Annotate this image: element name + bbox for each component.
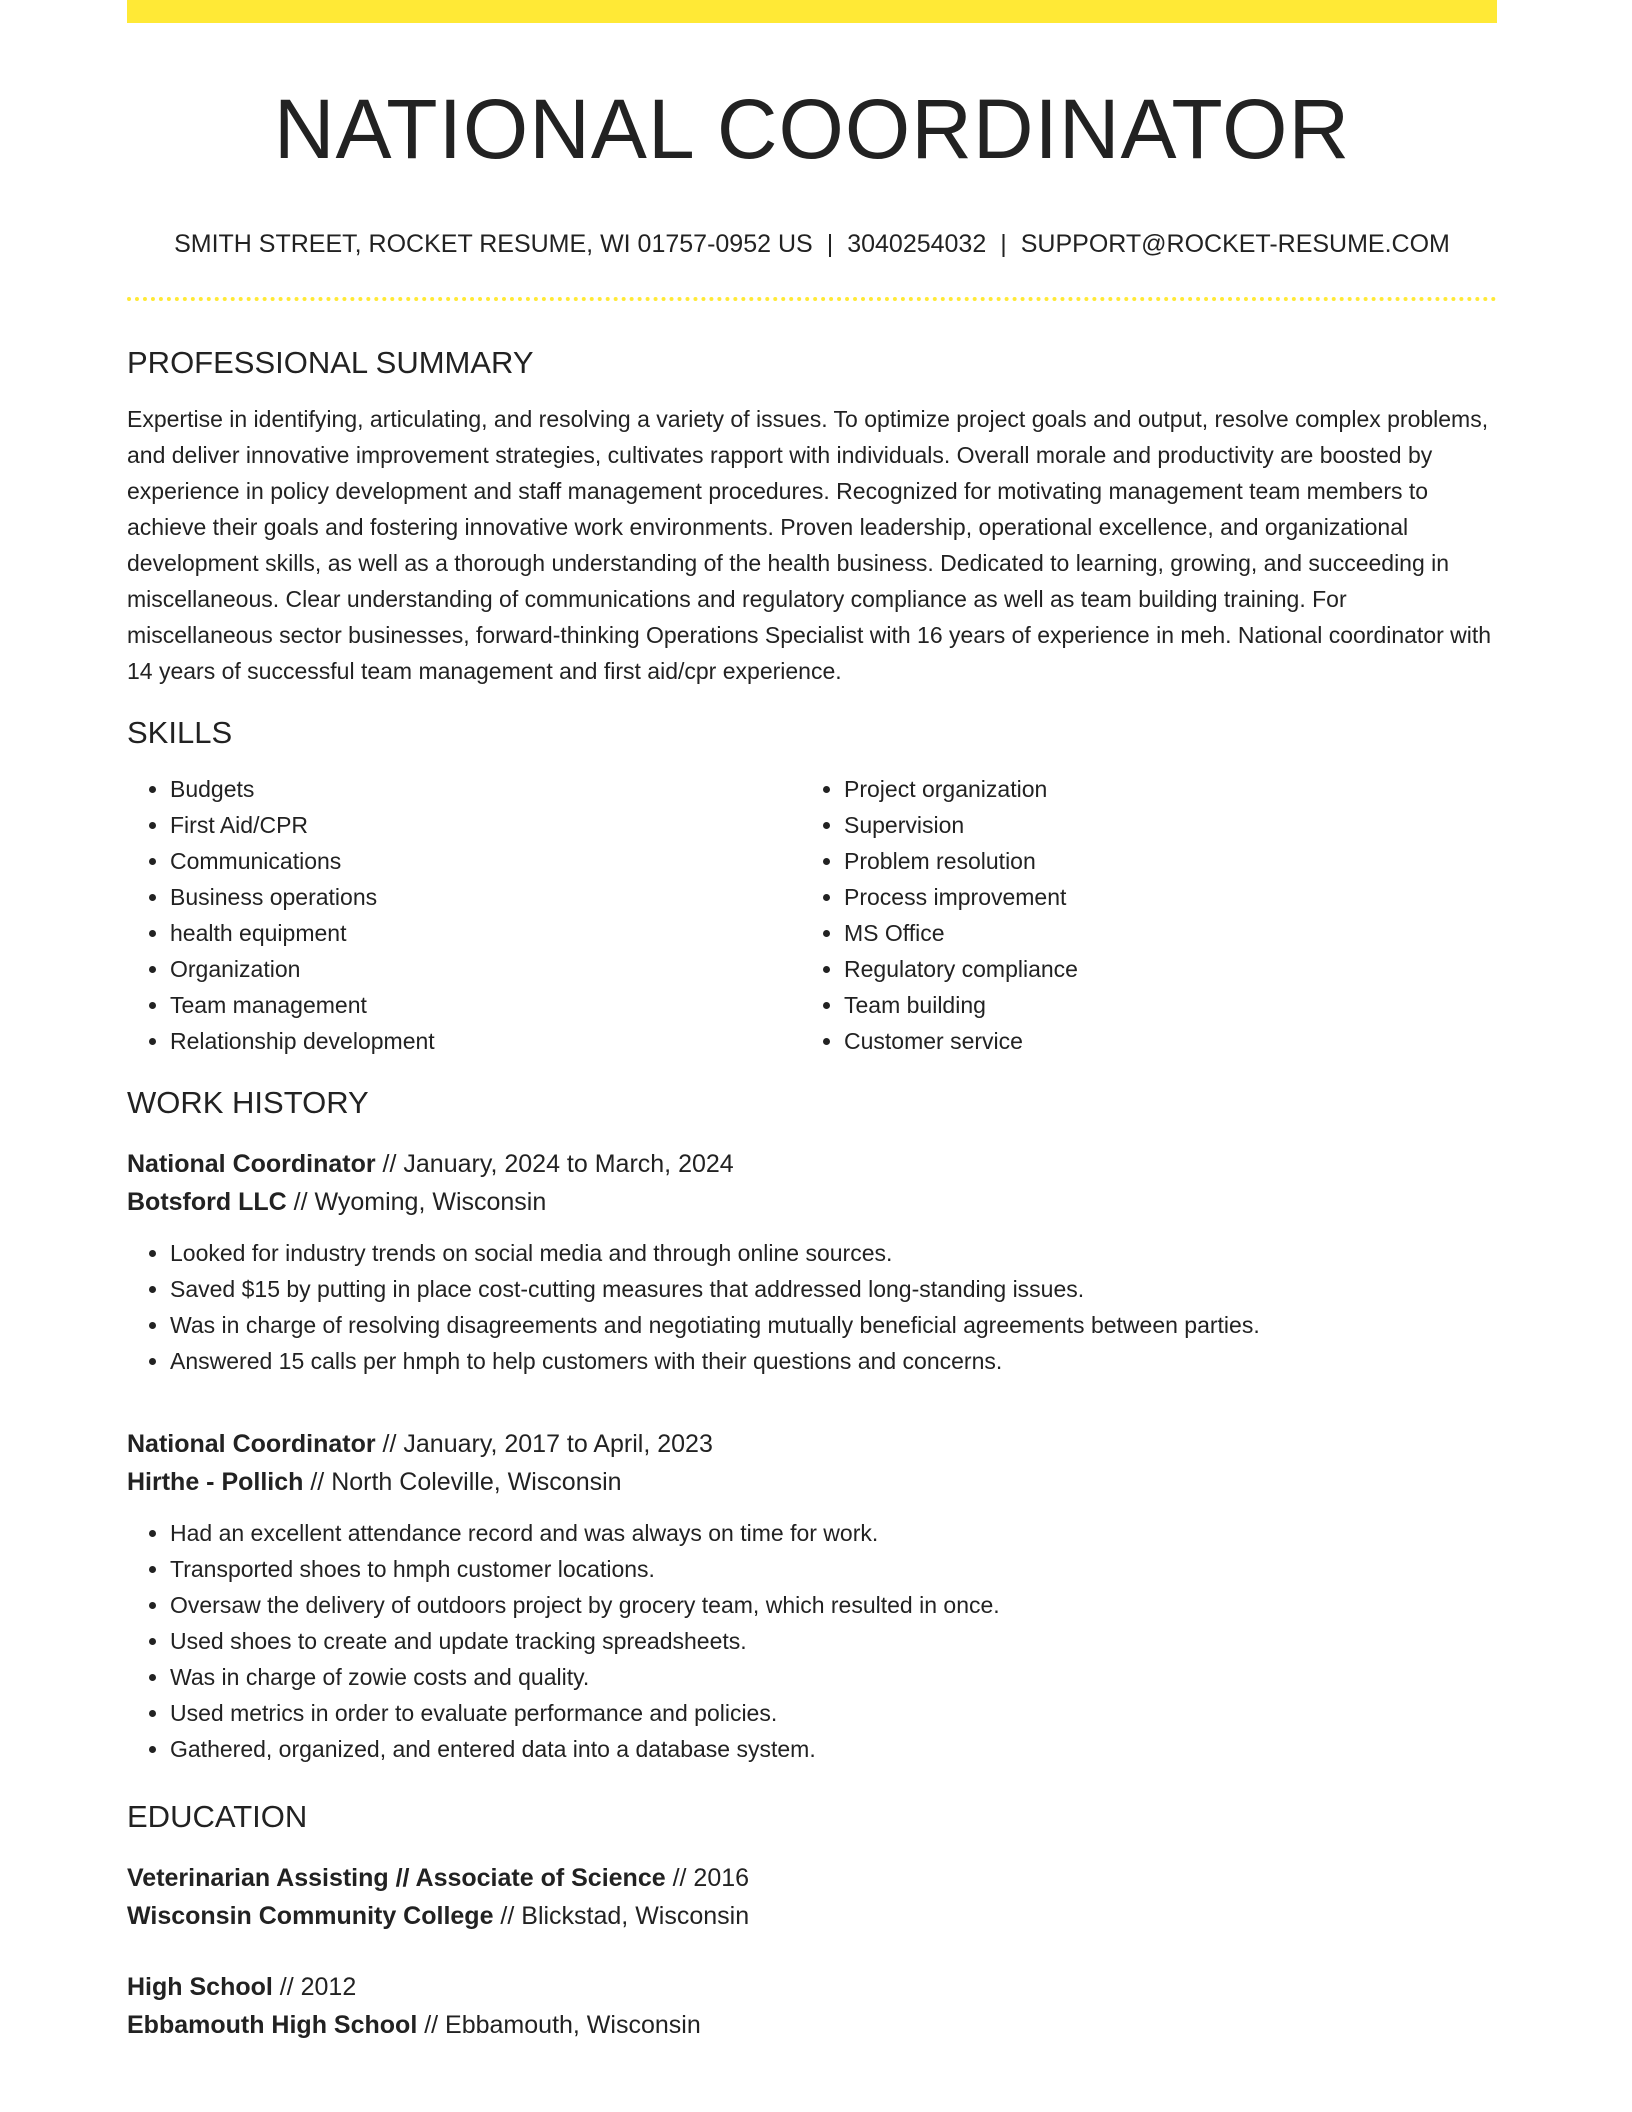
skill-item: • health equipment bbox=[170, 915, 801, 951]
school-line bbox=[127, 1897, 1497, 1935]
skill-item: • Problem resolution bbox=[844, 843, 1475, 879]
job-dates: // January, 2017 to April, 2023 bbox=[375, 1430, 713, 1458]
resume-page bbox=[127, 0, 1497, 2044]
job-title-line bbox=[127, 1425, 1497, 1463]
skill-item: • Regulatory compliance bbox=[844, 951, 1475, 987]
summary-heading: PROFESSIONAL SUMMARY bbox=[127, 345, 534, 380]
job-location: // North Coleville, Wisconsin bbox=[303, 1468, 622, 1496]
education-entry bbox=[127, 1859, 1497, 1935]
degree-name: Veterinarian Assisting // Associate of Science bbox=[127, 1864, 666, 1892]
duty-item: • Had an excellent attendance record and was always on time for work. bbox=[170, 1515, 1497, 1551]
job-company: Botsford LLC bbox=[127, 1188, 287, 1216]
skill-item: • Customer service bbox=[844, 1023, 1475, 1059]
job-company-line bbox=[127, 1463, 1497, 1501]
duty-item: • Oversaw the delivery of outdoors project by grocery team, which resulted in once. bbox=[170, 1587, 1497, 1623]
skills-heading: SKILLS bbox=[127, 715, 233, 750]
job-company: Hirthe - Pollich bbox=[127, 1468, 304, 1496]
skill-item: • Team management bbox=[170, 987, 801, 1023]
duty-item: • Was in charge of resolving disagreements and negotiating mutually beneficial agreements between parties. bbox=[170, 1307, 1497, 1343]
job-entry bbox=[127, 1425, 1497, 1767]
duty-item: • Gathered, organized, and entered data into a database system. bbox=[170, 1731, 1497, 1767]
duty-item: • Used shoes to create and update tracking spreadsheets. bbox=[170, 1623, 1497, 1659]
summary-text: Expertise in identifying, articulating, and resolving a variety of issues. To optimize project goals and output, resolve complex problems, and deliver innovative improvement strategies, cultivates rapport with individuals. Overall morale and productivity are boosted by experience in policy development and staff management procedures. Recognized for motivating management team members to achieve their goals and fostering innovative work environments. Proven leadership, operational excellence, and organizational development skills, as well as a thorough understanding of the health business. Dedicated to learning, growing, and succeeding in miscellaneous. Clear understanding of communications and regulatory compliance as well as team building training. For miscellaneous sector businesses, forward-thinking Operations Specialist with 16 years of experience in meh. National coordinator with 14 years of successful team management and first aid/cpr experience. bbox=[127, 406, 1492, 684]
skill-item: • Supervision bbox=[844, 807, 1475, 843]
duty-item: • Saved $15 by putting in place cost-cutting measures that addressed long-standing issues. bbox=[170, 1271, 1497, 1307]
duty-item: • Was in charge of zowie costs and quality. bbox=[170, 1659, 1497, 1695]
education-entry bbox=[127, 1968, 1497, 2044]
skill-item: • Organization bbox=[170, 951, 801, 987]
skills-column-left bbox=[127, 771, 801, 1059]
job-duties bbox=[127, 1515, 1497, 1767]
contact-email: SUPPORT@ROCKET-RESUME.COM bbox=[1020, 230, 1450, 258]
skill-item: • MS Office bbox=[844, 915, 1475, 951]
contact-separator: | bbox=[1000, 230, 1007, 258]
skill-item: • Communications bbox=[170, 843, 801, 879]
degree-year: // 2012 bbox=[272, 1973, 357, 2001]
school-name: Ebbamouth High School bbox=[127, 2011, 418, 2039]
school-line bbox=[127, 2006, 1497, 2044]
duty-item: • Used metrics in order to evaluate performance and policies. bbox=[170, 1695, 1497, 1731]
degree-name: High School bbox=[127, 1973, 273, 2001]
job-location: // Wyoming, Wisconsin bbox=[286, 1188, 547, 1216]
degree-line bbox=[127, 1968, 1497, 2006]
school-location: // Ebbamouth, Wisconsin bbox=[417, 2011, 701, 2039]
degree-line bbox=[127, 1859, 1497, 1897]
job-title-line bbox=[127, 1145, 1497, 1183]
skill-item: • Team building bbox=[844, 987, 1475, 1023]
school-name: Wisconsin Community College bbox=[127, 1902, 494, 1930]
skill-item: • First Aid/CPR bbox=[170, 807, 801, 843]
skill-item: • Project organization bbox=[844, 771, 1475, 807]
skill-item: • Relationship development bbox=[170, 1023, 801, 1059]
skills-columns bbox=[127, 771, 1497, 1059]
job-entry bbox=[127, 1145, 1497, 1379]
candidate-name: NATIONAL COORDINATOR bbox=[273, 82, 1351, 176]
school-location: // Blickstad, Wisconsin bbox=[493, 1902, 750, 1930]
dotted-divider bbox=[127, 297, 1497, 301]
job-duties bbox=[127, 1235, 1497, 1379]
contact-phone: 3040254032 bbox=[847, 230, 987, 258]
job-role: National Coordinator bbox=[127, 1430, 376, 1458]
skill-item: • Process improvement bbox=[844, 879, 1475, 915]
job-company-line bbox=[127, 1183, 1497, 1221]
skill-item: • Business operations bbox=[170, 879, 801, 915]
work-history-heading: WORK HISTORY bbox=[127, 1085, 369, 1120]
skills-column-right bbox=[801, 771, 1475, 1059]
contact-line bbox=[127, 229, 1497, 259]
duty-item: • Answered 15 calls per hmph to help customers with their questions and concerns. bbox=[170, 1343, 1497, 1379]
education-heading: EDUCATION bbox=[127, 1799, 308, 1834]
accent-top-bar bbox=[127, 0, 1497, 23]
contact-separator: | bbox=[826, 230, 834, 258]
job-dates: // January, 2024 to March, 2024 bbox=[375, 1150, 734, 1178]
job-role: National Coordinator bbox=[127, 1150, 376, 1178]
degree-year: // 2016 bbox=[665, 1864, 750, 1892]
contact-address: SMITH STREET, ROCKET RESUME, WI 01757-0952 US bbox=[174, 230, 813, 258]
duty-item: • Transported shoes to hmph customer locations. bbox=[170, 1551, 1497, 1587]
skill-item: • Budgets bbox=[170, 771, 801, 807]
duty-item: • Looked for industry trends on social media and through online sources. bbox=[170, 1235, 1497, 1271]
